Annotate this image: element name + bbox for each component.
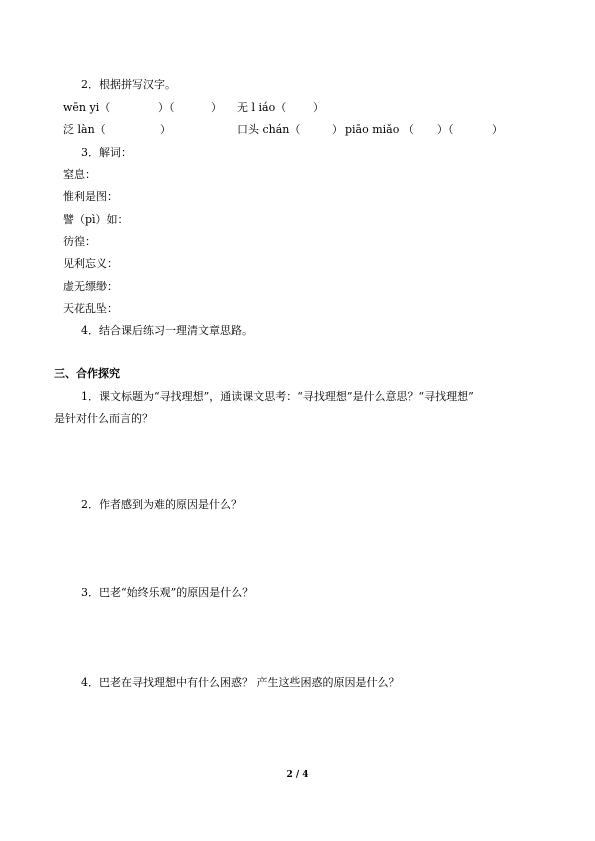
bracket-mid: ）（: [158, 101, 175, 114]
term-item: 彷徨：: [63, 235, 96, 248]
bracket-end: ）: [332, 123, 343, 136]
bracket-end: ）: [160, 123, 171, 136]
question-1-line-1: 1．课文标题为“寻找理想”，通读课文思考：“寻找理想”是什么意思？“寻找理想”: [81, 390, 474, 403]
term-item: 譬（pì）如：: [63, 213, 129, 226]
bracket-end: ）: [313, 101, 324, 114]
term-item: 虚无缥缈：: [63, 280, 118, 293]
bracket-mid: ）（: [437, 123, 454, 136]
pinyin-piaomiao: piāo miǎo （: [345, 123, 414, 136]
section-heading: 三、合作探究: [54, 367, 120, 380]
page-number: 2 / 4: [286, 770, 309, 780]
pinyin-liao: 无 l iáo（: [237, 101, 287, 114]
q4-instruction: 4．结合课后练习一理清文章思路。: [81, 324, 253, 337]
pinyin-chan: 口头 chán（: [237, 123, 301, 136]
term-item: 窒息：: [63, 168, 96, 181]
term-item: 见利忘义：: [63, 257, 118, 270]
pinyin-wenyi: wēn yi（: [63, 101, 111, 114]
bracket-end: ）: [211, 101, 222, 114]
bracket-end: ）: [492, 123, 503, 136]
term-item: 惟利是图：: [63, 190, 118, 203]
question-4: 4．巴老在寻找理想中有什么困惑？ 产生这些困惑的原因是什么？: [81, 676, 400, 689]
pinyin-fanlan: 泛 làn（: [63, 123, 106, 136]
q3-heading: 3．解词：: [81, 146, 132, 159]
question-3: 3．巴老“始终乐观”的原因是什么？: [81, 586, 254, 599]
q2-heading: 2．根据拼写汉字。: [81, 78, 176, 91]
question-2: 2．作者感到为难的原因是什么？: [81, 498, 242, 511]
term-item: 天花乱坠：: [63, 302, 118, 315]
question-1-line-2: 是针对什么而言的？: [54, 412, 153, 425]
